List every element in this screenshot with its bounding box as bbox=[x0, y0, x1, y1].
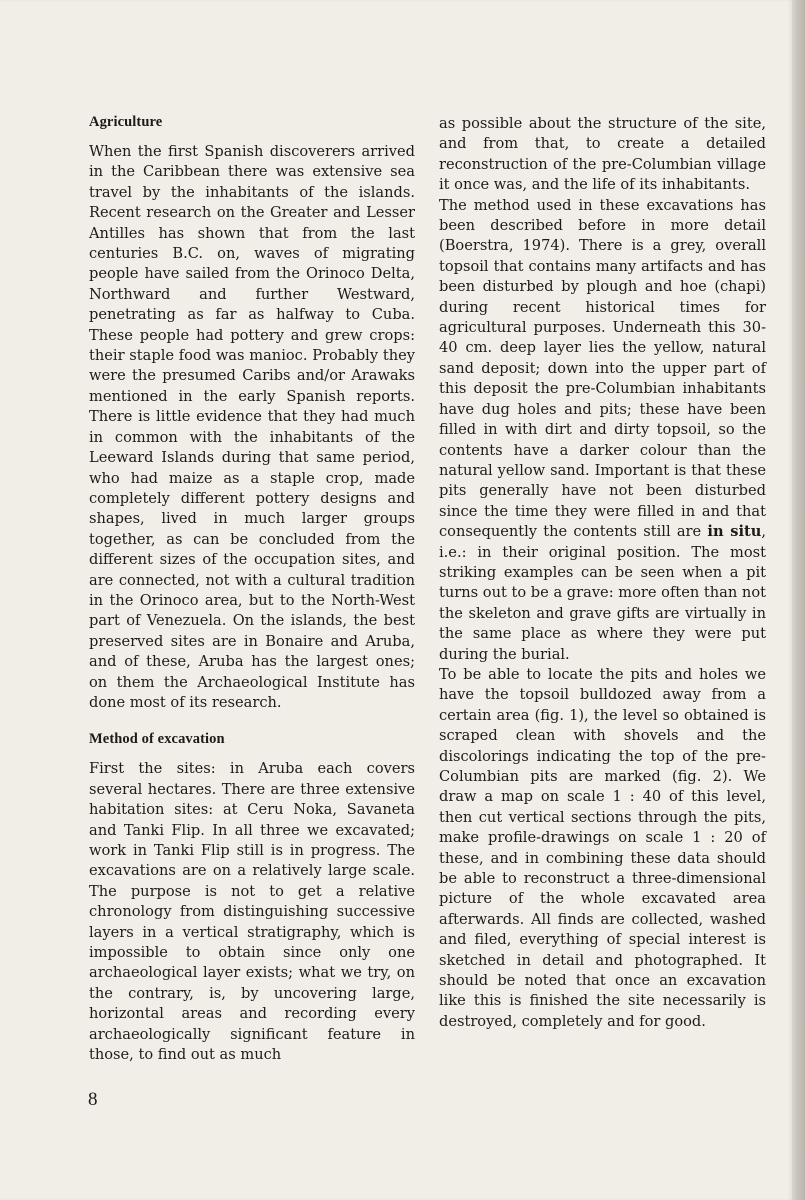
heading-method-of-excavation: Method of excavation bbox=[89, 731, 225, 748]
left-column bbox=[89, 112, 415, 1065]
in-situ-emphasis: in situ bbox=[707, 523, 762, 541]
paragraph-locate-pits: To be able to locate the pits and holes we have the topsoil bulldozed away from a certain area (fig. 1), the level so obtained is scraped clean with shovels and the discolorings indicating the top of the pre-Columbian pits are marked (fig. 2). We draw a map on scale 1 : 40 of this level, then cut vertical sections through the pits, make profile-drawings on scale 1 : 20 of these, and in combining these data should be able to reconstruct a three-dimensional picture of the whole excavated area afterwards. All finds are collected, washed and filed, everything of special interest is sketched in detail and photographed. It should be noted that once an excavation like this is finished the site necessarily is destroyed, completely and for good. bbox=[439, 665, 766, 1030]
paragraph-agriculture: When the first Spanish discoverers arrived in the Caribbean there was extensive sea travel by the inhabitants of the islands. Recent research on the Greater and Lesser Antilles has shown that from the last centuries B.C. on, waves of migrating people have sailed from the Orinoco Delta, Northward and further Westward, penetrating as far as halfway to Cuba. These people had pottery and grew crops: their staple food was manioc. Probably they were the presumed Caribs and/or Arawaks mentioned in the early Spanish reports. There is little evidence that they had much in common with the inhabitants of the Leeward Islands during that same period, who had maize as a staple crop, made completely different pottery designs and shapes, lived in much larger groups together, as can be concluded from the different sizes of the occupation sites, and are connected, not with a cultural tradition in the Orinoco area, but to the North-West part of Venezuela. On the islands, the best preserved sites are in Bonaire and Aruba, and of these, Aruba has the largest ones; on them the Archaeological Institute has done most of its research. bbox=[89, 143, 415, 711]
paragraph-method-used-part2: , i.e.: in their original position. The most striking examples can be seen when a pit turns out to be a grave: more often than not the skeleton and grave gifts are virtually in the same place as where they were put during the burial. bbox=[439, 523, 767, 663]
paragraph-continued: as possible about the structure of the site, and from that, to create a detailed reconstruction of the pre-Columbian village it once was, and the life of its inhabitants. bbox=[439, 115, 766, 194]
heading-agriculture: Agriculture bbox=[89, 114, 163, 130]
paragraph-method-of-excavation: First the sites: in Aruba each covers several hectares. There are three extensive habitation sites: at Ceru Noka, Savaneta and Tanki Flip. In all three we excavated; work in Tanki Flip still is in progress. The excavations are on a relatively large scale. The purpose is not to get a relative chronology from distinguishing successive layers in a vertical stratigraphy, which is impossible to obtain since only one archaeological layer exists; what we try, on the contrary, is, by uncovering large, horizontal areas and recording every archaeologically significant feature in those, to find out as much bbox=[89, 760, 415, 1064]
page-edge bbox=[792, 0, 805, 1200]
paragraph-method-used-part1: The method used in these excavations has been described before in more detail (Boerstra, 1974). There is a grey, overall topsoil that contains many artifacts and has been disturbed by plough and hoe (chapi) during recent historical times for agricultural purposes. Underneath this 30-40 cm. deep layer lies the yellow, natural sand deposit; down into the upper part of this deposit the pre-Columbian inhabitants have dug holes and pits; these have been filled in with dirt and dirty topsoil, so the contents have a darker colour than the natural yellow sand. Important is that these pits generally have not been disturbed since the time they were filled in and that consequently the contents still are bbox=[439, 196, 766, 541]
right-column bbox=[439, 114, 766, 1032]
paragraph-method-used bbox=[439, 196, 766, 665]
page-number: 8 bbox=[88, 1089, 98, 1110]
